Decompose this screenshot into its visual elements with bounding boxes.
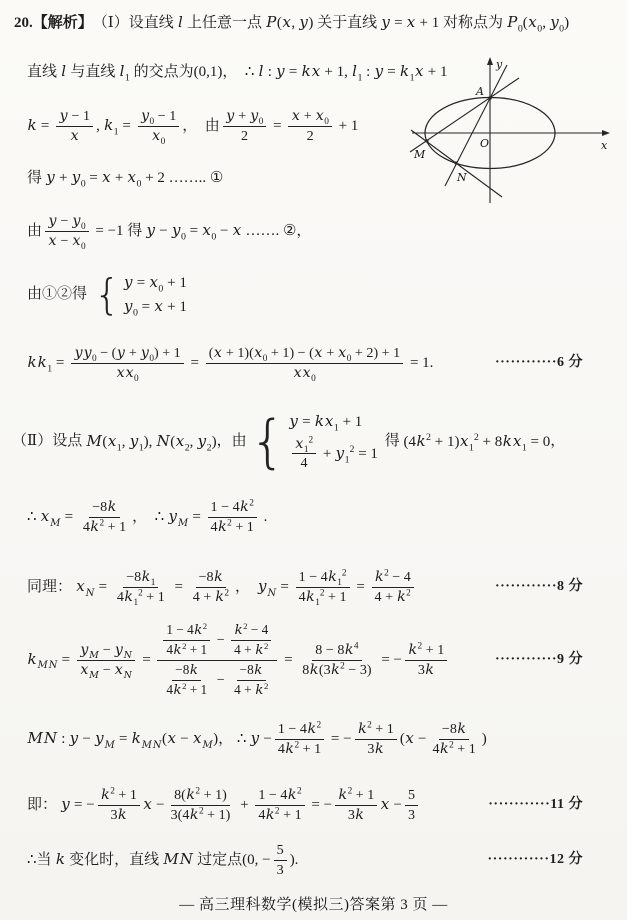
text-run: 变化时，直线 <box>65 851 163 868</box>
numerator <box>45 213 89 232</box>
denominator <box>157 661 277 699</box>
math-run: x − <box>143 795 165 814</box>
math-run: $x_1^2$ <box>295 434 314 455</box>
text-run: ， <box>222 63 245 80</box>
math-run: $k^2 - 4$ <box>234 620 269 638</box>
left-brace-icon: { <box>249 408 286 475</box>
numerator <box>163 622 210 641</box>
math-run: 2 <box>306 127 314 144</box>
text-run: 得 <box>27 169 46 186</box>
denominator <box>364 740 387 758</box>
math-run: 3k <box>110 806 127 823</box>
text-run: （Ⅱ）设点 <box>12 433 86 450</box>
denominator <box>149 127 169 148</box>
text-run: 的交点为 <box>129 63 194 80</box>
denominator <box>163 641 210 659</box>
denominator <box>304 127 317 145</box>
denominator <box>108 806 131 824</box>
fraction <box>168 787 234 824</box>
text-run: 关于直线 <box>313 14 381 31</box>
math-run: ∴ $x_M$ = <box>27 507 77 529</box>
numerator <box>231 622 271 641</box>
math-run: l <box>177 13 183 31</box>
text-run: ， 由 <box>182 117 220 134</box>
math-run: 3k <box>367 740 384 757</box>
math-run: $k^2 - 4$ <box>375 568 411 585</box>
math-run: 3 <box>276 861 284 878</box>
numerator <box>355 721 397 740</box>
numerator <box>157 622 277 661</box>
text-run: 由 <box>27 222 43 239</box>
math-run: $x_N$ = <box>76 577 111 599</box>
math-run: $l_1$ <box>119 62 130 84</box>
math-run: $k^2 + 1$ <box>338 786 375 803</box>
text-run: 与直线 <box>66 63 120 80</box>
numerator <box>98 787 140 806</box>
ellipse-figure <box>402 46 626 212</box>
solution-line-6 <box>27 270 583 320</box>
fraction <box>372 569 414 606</box>
math-run: $8(k^2 + 1)$ <box>174 786 227 803</box>
math-run: $4 + k^2$ <box>374 588 411 605</box>
math-run: $4k^2 + 1$ <box>166 640 208 658</box>
left-brace-icon: { <box>93 270 121 320</box>
math-run: l <box>61 62 67 80</box>
fraction <box>299 642 374 679</box>
score-mark: ············9 分 <box>494 652 583 668</box>
text-run: 同理： <box>27 578 76 595</box>
fraction <box>255 787 304 824</box>
text-run: …….. ① <box>164 169 224 186</box>
denominator <box>231 681 271 699</box>
numerator <box>206 345 403 364</box>
denominator <box>345 806 368 824</box>
solution-line-1 <box>14 13 583 34</box>
numerator <box>439 721 470 740</box>
math-run: 5 <box>407 787 416 803</box>
y-axis-arrow-icon <box>487 57 493 65</box>
fraction <box>405 787 418 824</box>
x-axis-arrow-icon <box>602 130 610 136</box>
math-run: $k^2 + 1$ <box>101 786 137 803</box>
line-content <box>27 721 583 758</box>
case-row <box>124 297 187 318</box>
math-run: $y_0 - 1$ <box>141 108 177 128</box>
numerator <box>171 787 230 806</box>
solution-line-7 <box>27 345 583 385</box>
numerator <box>274 842 287 861</box>
math-run: − <box>213 671 229 688</box>
fraction <box>163 622 210 659</box>
math-run: $x - x_0$ <box>48 232 86 253</box>
math-run: 3k <box>417 661 434 678</box>
fraction <box>274 842 287 879</box>
denominator <box>297 454 310 472</box>
fraction <box>56 108 93 145</box>
math-run: + 1 <box>334 117 359 134</box>
text-run: 由①②得 <box>27 286 91 303</box>
math-run: (0, − <box>242 851 271 868</box>
math-run: . <box>259 508 268 525</box>
math-run: = 1. <box>406 354 434 371</box>
math-run: $x_0$ <box>152 127 166 148</box>
math-run: (0,1) <box>193 63 223 80</box>
denominator <box>275 740 324 758</box>
math-run: ∴ l : y = kx + 1, $l_1$ : $y = k_1x + 1$ <box>244 62 448 84</box>
text-run: 上任意一点 <box>183 14 266 31</box>
math-run: x − <box>380 795 402 814</box>
line-content <box>12 408 583 475</box>
math-run: $xx_0$ <box>116 364 139 385</box>
math-run: = <box>269 117 286 134</box>
text-run: 20.【解析】 <box>14 14 93 31</box>
numerator <box>89 499 120 518</box>
point-m-dot <box>425 139 428 142</box>
fraction <box>77 642 136 679</box>
point-n-label: N <box>457 171 467 184</box>
text-run: 即： <box>27 796 61 813</box>
numerator <box>296 569 350 588</box>
math-run: $y + y_0 = x + x_0 + 2$ <box>46 168 165 190</box>
math-run: $kk_1$ = <box>27 353 69 375</box>
numerator <box>71 345 184 364</box>
math-run: $P_0(x_0$, $y_0$) <box>507 13 570 35</box>
fraction <box>223 108 267 145</box>
text-run: 当 <box>36 851 56 868</box>
line-content <box>27 622 485 699</box>
fraction <box>430 721 479 758</box>
cases-rows <box>124 273 187 317</box>
text-run: ， <box>132 508 155 525</box>
point-n-dot <box>454 161 457 164</box>
math-run: = <box>170 578 187 595</box>
origin-label: O <box>480 137 490 150</box>
fraction <box>405 642 447 679</box>
math-run: y = − <box>61 795 95 814</box>
numerator <box>56 108 93 127</box>
cases-rows <box>289 412 378 472</box>
math-run: $4k^2 + 1$ <box>432 740 476 757</box>
math-run: $y_M - y_N$ <box>80 641 132 662</box>
denominator <box>255 806 304 824</box>
text-run: 得 <box>123 222 147 239</box>
math-run: ). <box>289 851 299 868</box>
fraction <box>296 568 350 609</box>
math-run: $(x + 1)(x_0 + 1) - (x + x_0 + 2) + 1$ <box>208 345 401 365</box>
line-content <box>27 499 583 536</box>
numerator <box>292 436 316 455</box>
text-run: 直线 <box>27 63 61 80</box>
math-run: k <box>55 850 65 869</box>
math-run: $y - y_0 = x_0 - x$ <box>146 221 242 243</box>
math-run: $8k(3k^2 - 3)$ <box>302 661 372 678</box>
denominator <box>113 364 142 385</box>
math-run: $4k^2 + 1$ <box>277 740 322 757</box>
math-run: $y_0 = x + 1$ <box>124 296 187 318</box>
case-row <box>289 412 362 433</box>
fraction <box>288 108 332 145</box>
math-run: + $y_1^2 = 1$ <box>319 443 378 466</box>
math-run: = <box>186 354 203 371</box>
math-run: x <box>70 127 79 144</box>
math-run: $4k^2 + 1$ <box>210 518 254 535</box>
line-content <box>27 345 485 385</box>
math-run: y = x + 1 <box>381 13 440 31</box>
math-run: $4k^2 + 1$ <box>258 806 302 823</box>
math-run: = − <box>377 651 402 668</box>
denominator <box>430 740 479 758</box>
numerator <box>196 569 227 588</box>
math-run: MN <box>163 850 193 869</box>
y-axis-label: y <box>496 58 503 71</box>
math-run: = − <box>327 730 352 747</box>
numerator <box>208 499 257 518</box>
math-run: $1 - 4k^2$ <box>277 720 322 737</box>
line-content <box>27 213 583 253</box>
fraction <box>138 108 180 148</box>
math-run: $4k_1^2 + 1$ <box>116 588 165 609</box>
numerator <box>275 721 324 740</box>
math-run: + <box>236 796 253 813</box>
math-run: $3(4k^2 + 1)$ <box>170 806 231 823</box>
denominator <box>415 661 438 679</box>
text-run: 过定点 <box>193 851 243 868</box>
numerator <box>172 662 201 681</box>
numerator <box>405 787 418 806</box>
denominator <box>296 588 350 609</box>
numerator <box>77 642 136 661</box>
math-run: ∴ $y_M$ = <box>154 507 205 529</box>
page-footer: — 高三理科数学(模拟三)答案第 3 页 — <box>179 897 448 913</box>
math-run: − <box>213 631 229 648</box>
math-run: $1 - 4k_1^2$ <box>298 568 347 589</box>
denominator <box>45 232 89 253</box>
text-run: 对称点为 <box>439 14 507 31</box>
fraction <box>206 345 403 385</box>
denominator <box>299 661 374 679</box>
text-run: （Ⅰ）设直线 <box>92 14 178 31</box>
text-run: ……. ②， <box>241 222 312 239</box>
denominator <box>372 588 414 606</box>
point-a-label: A <box>476 85 484 98</box>
math-run: 3 <box>407 806 416 823</box>
case-row <box>289 436 378 473</box>
solution-line-9 <box>27 499 583 536</box>
fraction <box>208 499 257 536</box>
math-run: $8 - 8k^4$ <box>315 641 359 658</box>
text-run: ， <box>218 730 237 747</box>
numerator <box>138 108 180 127</box>
fraction <box>71 345 184 385</box>
denominator <box>405 806 418 824</box>
numerator <box>255 787 304 806</box>
fraction <box>163 662 210 699</box>
score-mark: ············6 分 <box>494 355 583 371</box>
fraction <box>335 787 377 824</box>
fraction <box>355 721 397 758</box>
text-run: ， <box>235 578 258 595</box>
denominator <box>80 518 129 536</box>
fraction <box>114 569 168 609</box>
math-run: $y_N$ = <box>258 577 293 599</box>
math-run: 3k <box>347 806 364 823</box>
math-run: = − <box>307 796 333 813</box>
math-run: = <box>352 578 369 595</box>
math-run: −8k <box>441 721 466 737</box>
point-m-label: M <box>414 148 426 161</box>
math-run: $-8k_1$ <box>126 569 156 589</box>
math-run: $1 - 4k^2$ <box>210 498 254 515</box>
solution-line-5 <box>27 213 583 253</box>
solution-line-14 <box>27 842 583 879</box>
math-run: $k_{MN}$ = <box>27 650 74 672</box>
fraction <box>231 662 271 699</box>
fraction <box>45 213 89 253</box>
math-run: = −1 <box>91 222 124 239</box>
denominator <box>163 681 210 699</box>
score-mark: ············8 分 <box>494 579 583 595</box>
math-run: 2 <box>241 127 249 144</box>
numerator <box>288 108 332 127</box>
numerator <box>123 569 158 588</box>
math-run: $4k^2 + 1$ <box>82 518 127 535</box>
fraction <box>157 622 277 699</box>
math-run: $4k_1^2 + 1$ <box>298 588 347 609</box>
math-run: $4 + k^2$ <box>234 680 269 698</box>
fraction <box>190 569 232 606</box>
math-run: $k^2 + 1$ <box>358 720 394 737</box>
line-content <box>27 787 478 824</box>
math-run: ∴ y − <box>236 729 272 748</box>
math-run: $xx_0$ <box>293 364 316 385</box>
fraction <box>98 787 140 824</box>
score-mark: ············12 分 <box>487 852 583 868</box>
math-run: −8k <box>198 569 223 585</box>
numerator <box>335 787 377 806</box>
denominator <box>67 127 82 145</box>
numerator <box>223 108 267 127</box>
denominator <box>208 518 257 536</box>
case-row <box>124 273 187 294</box>
numerator <box>312 642 361 661</box>
math-run: $x + x_0$ <box>291 108 329 128</box>
math-run: ) <box>481 730 487 747</box>
denominator <box>274 861 287 879</box>
math-run: = <box>280 651 297 668</box>
math-run: $M(x_1$, $y_1$), $N(x_2$, $y_2$) <box>86 431 217 454</box>
fraction <box>80 499 129 536</box>
math-run: $y = x_0 + 1$ <box>124 273 187 295</box>
line-content <box>27 270 583 320</box>
text-run: ，由 <box>216 433 247 450</box>
math-run: −8k <box>92 499 117 515</box>
math-run: = <box>138 651 155 668</box>
line-content <box>14 13 583 34</box>
math-run: y − 1 <box>59 108 91 124</box>
fraction <box>275 721 324 758</box>
line-content <box>27 568 485 609</box>
math-run: $y + y_0$ <box>226 108 264 128</box>
denominator <box>290 364 319 385</box>
math-run: $k^2 + 1$ <box>408 641 445 658</box>
math-run: $4k^2 + 1$ <box>166 680 208 698</box>
denominator <box>190 588 232 606</box>
math-run: 4 <box>300 455 308 472</box>
fraction <box>292 436 316 473</box>
math-run: −8k <box>239 661 263 678</box>
math-run: , $k_1$ = <box>96 116 135 138</box>
line-content <box>27 842 477 879</box>
cases-system <box>93 270 187 320</box>
denominator <box>114 588 168 609</box>
math-run: k = <box>27 116 54 135</box>
solution-line-12 <box>27 721 583 758</box>
fraction <box>231 622 271 659</box>
math-run: $(4k^2 + 1)x_1^2 + 8kx_1 = 0$ <box>403 431 551 454</box>
denominator <box>168 806 234 824</box>
math-run: $4 + k^2$ <box>234 640 269 658</box>
x-axis-label: x <box>601 139 608 152</box>
cases-system <box>249 408 378 475</box>
math-run: $x_M - x_N$ <box>80 661 132 681</box>
point-a-dot <box>488 96 492 100</box>
math-run: (x − <box>399 729 427 748</box>
math-run: MN : $y - y_M = k_{MN}(x - x_M)$ <box>27 729 219 751</box>
math-run: −8k <box>175 661 198 678</box>
math-run: $yy_0 - (y + y_0) + 1$ <box>74 345 181 365</box>
numerator <box>372 569 414 588</box>
math-run: 5 <box>276 842 284 858</box>
math-run: $y = kx_1 + 1$ <box>289 412 363 434</box>
numerator <box>237 662 266 681</box>
math-run: $1 - 4k^2$ <box>258 786 302 803</box>
text-run: ， <box>550 433 566 450</box>
text-run: 得 <box>380 433 404 450</box>
math-run: ∴ <box>27 851 37 868</box>
numerator <box>405 642 447 661</box>
denominator <box>238 127 251 145</box>
math-run: P(x, y) <box>266 13 314 31</box>
math-run: $4 + k^2$ <box>192 588 230 605</box>
solution-line-11 <box>27 622 583 699</box>
solution-line-10 <box>27 568 583 609</box>
math-run: $y - y_0$ <box>48 213 86 233</box>
math-run: $1 - 4k^2$ <box>166 620 208 638</box>
score-mark: ············11 分 <box>488 797 583 813</box>
solution-line-13 <box>27 787 583 824</box>
solution-line-8 <box>12 408 583 475</box>
denominator <box>231 641 271 659</box>
denominator <box>77 661 136 679</box>
